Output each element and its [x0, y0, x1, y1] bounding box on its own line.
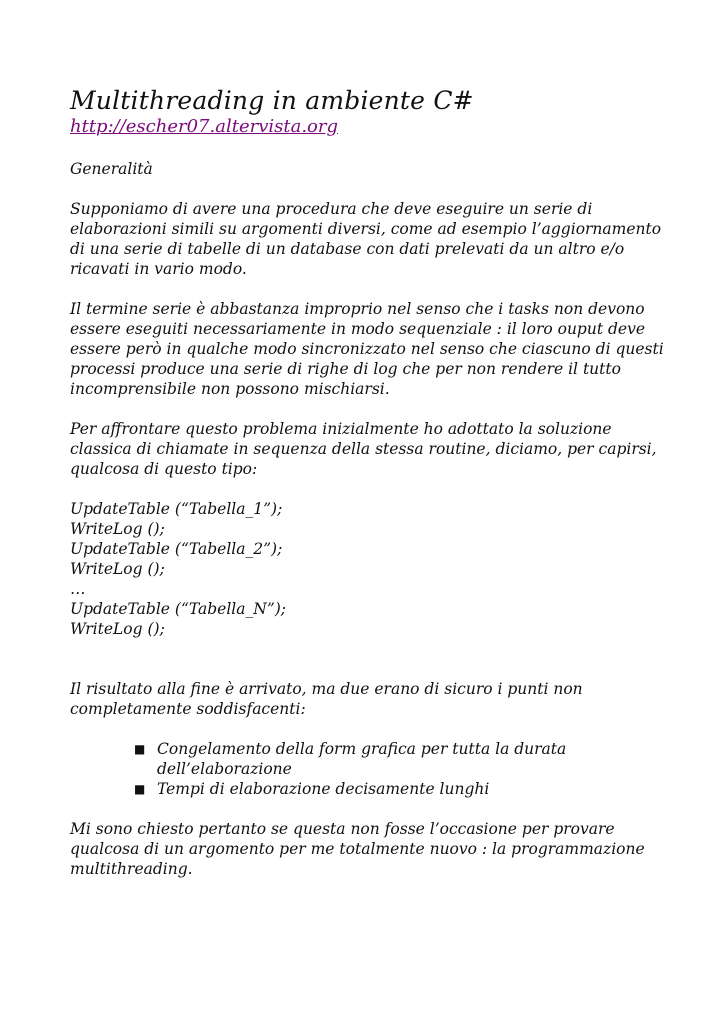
website-link[interactable]: http://escher07.altervista.org — [70, 116, 339, 137]
code-line: UpdateTable (“Tabella_N”); — [70, 600, 287, 618]
paragraph-intro: Supponiamo di avere una procedura che deve eseguire un serie di elaborazioni simili su argomenti diversi, come ad esempio l’aggiornamento di una serie di tabelle di un database con dati prelevati da un altro e/o ricavati in vario modo. — [70, 200, 662, 278]
code-line: WriteLog (); — [70, 520, 165, 538]
paragraph-approach: Per affrontare questo problema inizialmente ho adottato la soluzione classica di chiamate in sequenza della stessa routine, diciamo, per capirsi, qualcosa di questo tipo: — [70, 420, 657, 478]
document-title: Multithreading in ambiente C# — [70, 86, 474, 115]
code-line: UpdateTable (“Tabella_1”); — [70, 500, 283, 518]
paragraph-serie: Il termine serie è abbastanza improprio nel senso che i tasks non devono essere eseguiti necessariamente in modo sequenziale : il loro ouput deve essere però in qualche modo sincronizzato nel senso che ciascuno di questi processi produce una serie di righe di log che per non rendere il tutto incomprensibile non possono mischiarsi. — [70, 300, 664, 398]
list-item-text: Congelamento della form grafica per tutta la durata dell’elaborazione — [157, 740, 567, 778]
square-bullet-icon: ■ — [134, 782, 146, 796]
list-item — [70, 779, 670, 799]
list-item — [70, 739, 670, 779]
paragraph-result: Il risultato alla fine è arrivato, ma due erano di sicuro i punti non completamente soddisfacenti: — [70, 680, 583, 718]
code-line: … — [70, 580, 86, 598]
section-heading: Generalità — [70, 160, 153, 178]
square-bullet-icon: ■ — [134, 742, 146, 756]
paragraph-conclusion: Mi sono chiesto pertanto se questa non fosse l’occasione per provare qualcosa di un argomento per me totalmente nuovo : la programmazione multithreading. — [70, 820, 645, 878]
list-item-text: Tempi di elaborazione decisamente lunghi — [157, 780, 490, 798]
code-line: WriteLog (); — [70, 620, 165, 638]
code-line: UpdateTable (“Tabella_2”); — [70, 540, 283, 558]
document-page — [70, 86, 670, 879]
code-line: WriteLog (); — [70, 560, 165, 578]
issues-list — [70, 739, 670, 799]
code-block — [70, 499, 670, 639]
